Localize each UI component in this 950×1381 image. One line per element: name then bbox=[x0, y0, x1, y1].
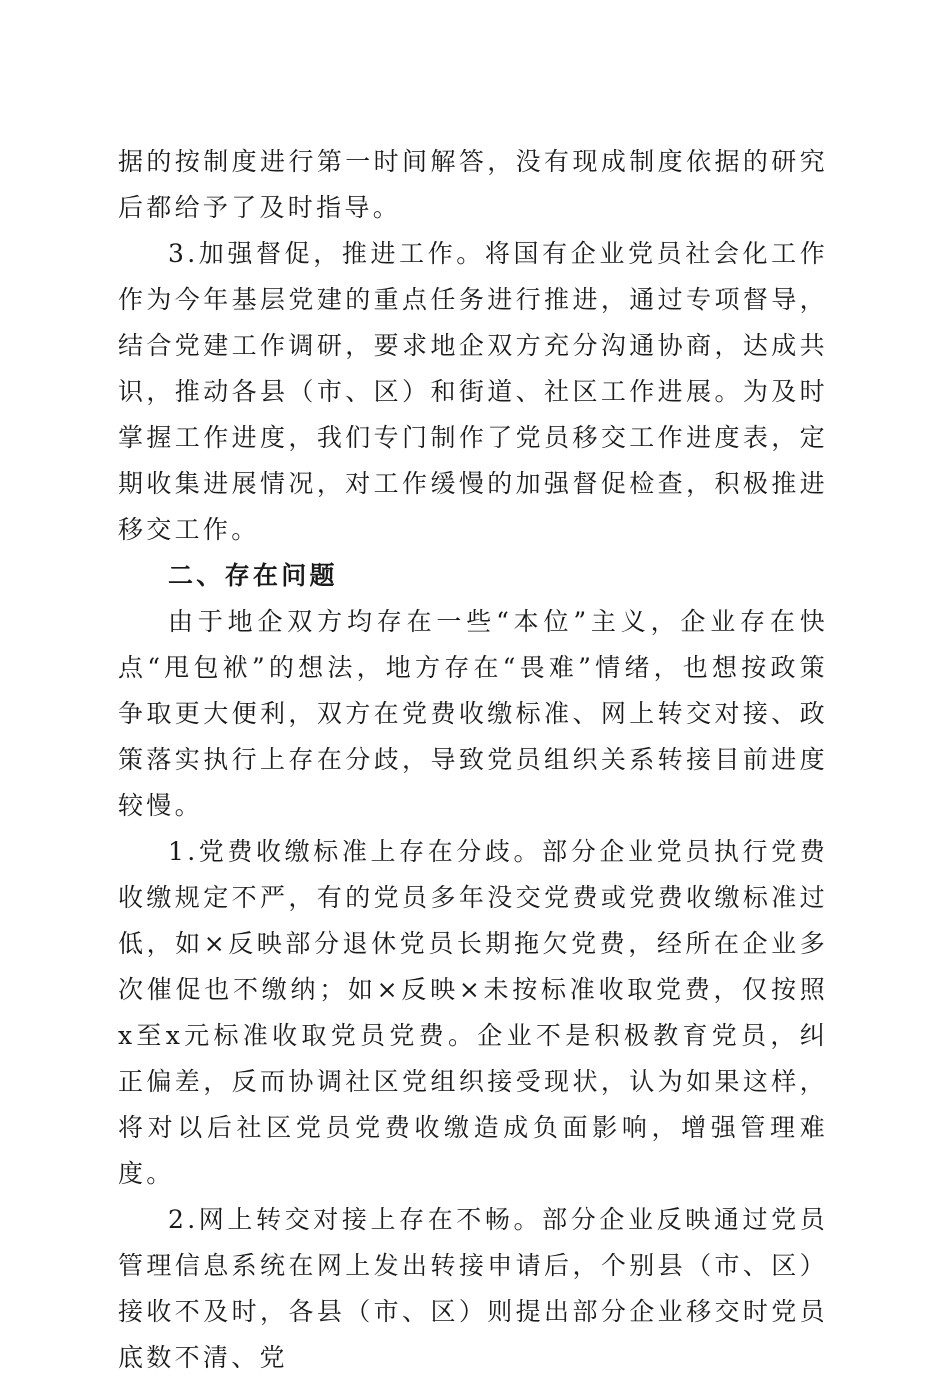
section-heading-problems: 二、存在问题 bbox=[168, 561, 338, 590]
paragraph-item-3-supervision: 3.加强督促，推进工作。将国有企业党员社会化工作作为今年基层党建的重点任务进行推进，通过专项督导，结合党建工作调研，要求地企双方充分沟通协商，达成共识，推动各县（市、区）和街道、社区工作进展。为及时掌握工作进度，我们专门制作了党员移交工作进度表，定期收集进展情况，对工作缓慢的加强督促检查，积极推进移交工作。 bbox=[118, 239, 828, 544]
paragraph-item-2-online-transfer: 2.网上转交对接上存在不畅。部分企业反映通过党员管理信息系统在网上发出转接申请后，个别县（市、区）接收不及时，各县（市、区）则提出部分企业移交时党员底数不清、党 bbox=[118, 1205, 828, 1372]
paragraph-item-1-party-dues: 1.党费收缴标准上存在分歧。部分企业党员执行党费收缴规定不严，有的党员多年没交党费或党费收缴标准过低，如×反映部分退休党员长期拖欠党费，经所在企业多次催促也不缴纳；如×反映×未按标准收取党费，仅按照x至x元标准收取党员党费。企业不是积极教育党员，纠正偏差，反而协调社区党组织接受现状，认为如果这样，将对以后社区党员党费收缴造成负面影响，增强管理难度。 bbox=[118, 837, 828, 1188]
paragraph-problems-intro: 由于地企双方均存在一些“本位”主义，企业存在快点“甩包袱”的想法，地方存在“畏难”情绪，也想按政策争取更大便利，双方在党费收缴标准、网上转交对接、政策落实执行上存在分歧，导致党员组织关系转接目前进度较慢。 bbox=[118, 607, 828, 820]
document-body bbox=[118, 139, 828, 1381]
paragraph-continued: 据的按制度进行第一时间解答，没有现成制度依据的研究后都给予了及时指导。 bbox=[118, 147, 828, 222]
